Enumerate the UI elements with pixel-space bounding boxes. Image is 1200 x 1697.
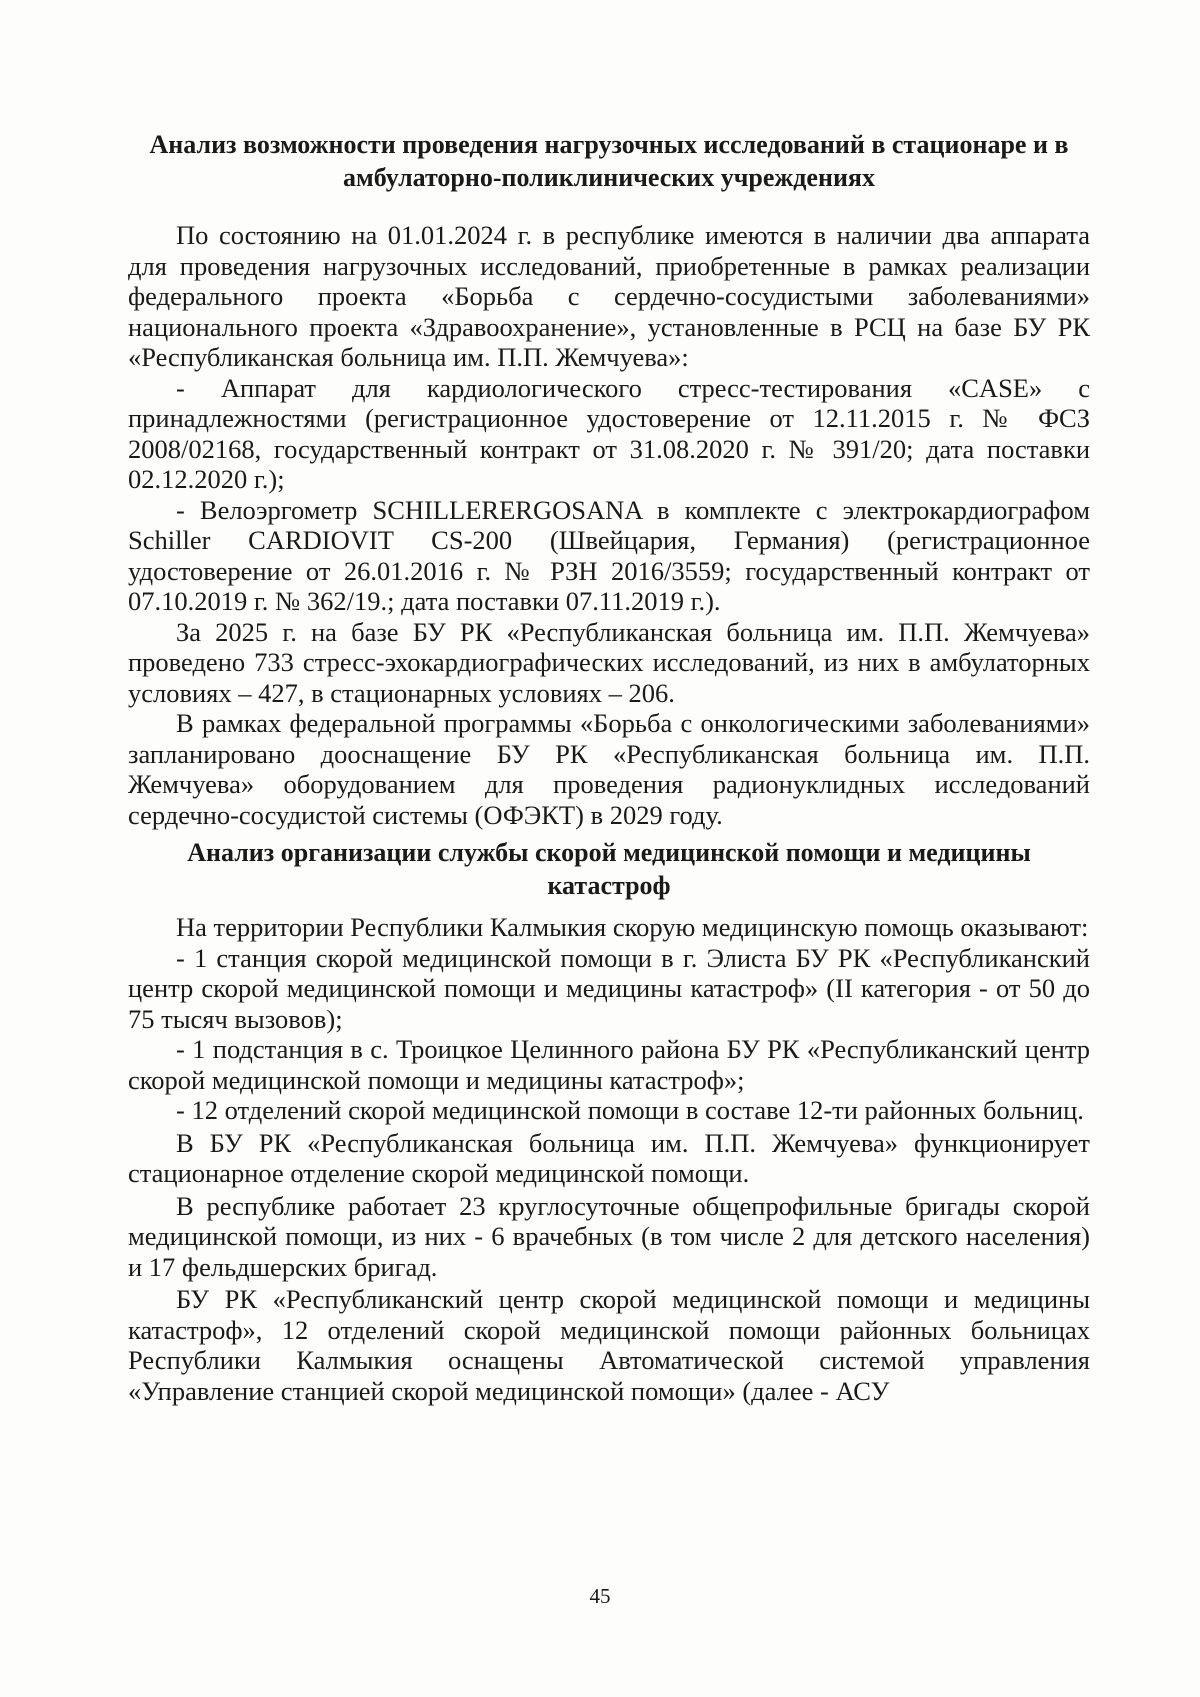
paragraph-case-device: - Аппарат для кардиологического стресс-тестирования «CASE» с принадлежностями (регистрационное удостоверение от 12.11.2015 г. № ФСЗ 2008/02168, государственный контракт от 31.08.2020 г. № 391/20; дата поставки 02.12.2020 г.); bbox=[128, 372, 1090, 494]
section-heading-emergency-care: Анализ организации службы скорой медицинской помощи и медицины катастроф bbox=[187, 838, 1031, 900]
paragraph-brigades: В республике работает 23 круглосуточные общепрофильные бригады скорой медицинской помощи, из них - 6 врачебных (в том числе 2 для детского населения) и 17 фельдшерских бригад. bbox=[128, 1190, 1090, 1282]
section-heading-stress-tests: Анализ возможности проведения нагрузочных исследований в стационаре и в амбулаторно-поликлинических учреждениях bbox=[149, 130, 1069, 192]
paragraph-equipment-intro: По состоянию на 01.01.2024 г. в республике имеются в наличии два аппарата для проведения нагрузочных исследований, приобретенные в рамках реализации федерального проекта «Борьба с сердечно-сосудистыми заболеваниями» национального проекта «Здравоохранение», установленные в РСЦ на базе БУ РК «Республиканская больница им. П.П. Жемчуева»: bbox=[128, 220, 1090, 372]
paragraph-troitskoe-substation: - 1 подстанция в с. Троицкое Целинного района БУ РК «Республиканский центр скорой медицинской помощи и медицины катастроф»; bbox=[128, 1034, 1090, 1095]
paragraph-emergency-intro: На территории Республики Калмыкия скорую медицинскую помощь оказывают: bbox=[176, 912, 1089, 942]
paragraph-veloergometer: - Велоэргометр SCHILLERERGOSANA в комплекте с электрокардиографом Schiller CARDIOVIT CS-200 (Швейцария, Германия) (регистрационное удостоверение от 26.01.2016 г. № РЗН 2016/3559; государственный контракт от 07.10.2019 г. № 362/19.; дата поставки 07.11.2019 г.). bbox=[128, 494, 1090, 616]
paragraph-elista-station: - 1 станция скорой медицинской помощи в г. Элиста БУ РК «Республиканский центр скорой медицинской помощи и медицины катастроф» (II категория - от 50 до 75 тысяч вызовов); bbox=[128, 942, 1090, 1034]
page-number: 45 bbox=[589, 1584, 611, 1608]
paragraph-hospital-department: В БУ РК «Республиканская больница им. П.П. Жемчуева» функционирует стационарное отделение скорой медицинской помощи. bbox=[128, 1127, 1090, 1188]
page-content bbox=[128, 128, 1090, 1406]
paragraph-ofekt-plan: В рамках федеральной программы «Борьба с онкологическими заболеваниями» запланировано дооснащение БУ РК «Республиканская больница им. П.П. Жемчуева» оборудованием для проведения радионуклидных исследований сердечно-сосудистой системы (ОФЭКТ) в 2029 году. bbox=[128, 708, 1090, 830]
paragraph-district-departments: - 12 отделений скорой медицинской помощи в составе 12-ти районных больниц. bbox=[176, 1095, 1084, 1125]
paragraph-stress-echo-count: За 2025 г. на базе БУ РК «Республиканская больница им. П.П. Жемчуева» проведено 733 стресс-эхокардиографических исследований, из них в амбулаторных условиях – 427, в стационарных условиях – 206. bbox=[128, 616, 1090, 708]
paragraph-asu-system: БУ РК «Республиканский центр скорой медицинской помощи и медицины катастроф», 12 отделений скорой медицинской помощи районных больницах Республики Калмыкия оснащены Автоматической системой управления «Управление станцией скорой медицинской помощи» (далее - АСУ bbox=[128, 1284, 1090, 1406]
